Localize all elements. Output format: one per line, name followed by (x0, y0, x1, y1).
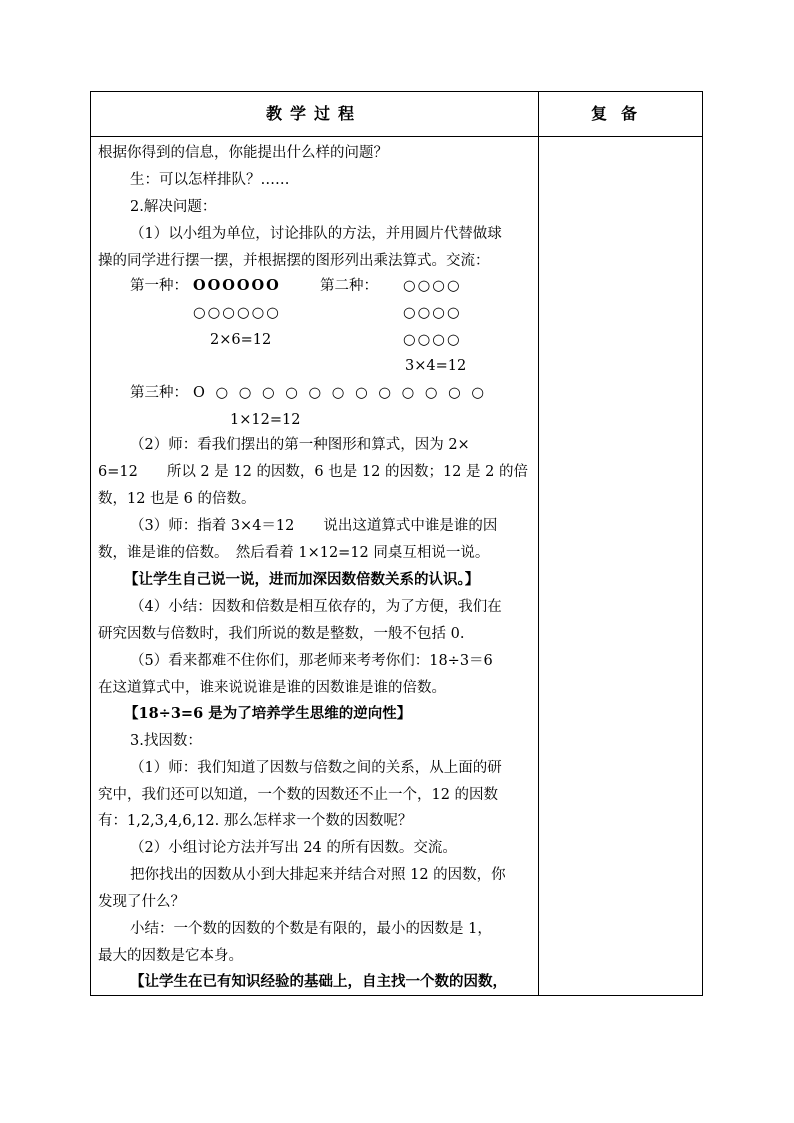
text-line: 小结：一个数的因数的个数是有限的，最小的因数是 1， (130, 921, 492, 937)
text-line: （2）师：看我们摆出的第一种图形和算式，因为 2× (130, 437, 470, 453)
text-line: （2）小组讨论方法并写出 24 的所有因数。交流。 (130, 840, 457, 856)
text-line: 操的同学进行摆一摆，并根据摆的图形列出乘法算式。交流： (98, 253, 490, 269)
text-line: 有：1,2,3,4,6,12. 那么怎样求一个数的因数呢？ (98, 813, 413, 829)
header-teaching-process: 教学过程 (265, 104, 362, 123)
arrangement-first-label: 第一种： (130, 278, 188, 294)
lesson-table (90, 91, 703, 996)
arrangement-third-equation: 1×12=12 (230, 412, 301, 428)
text-line: 生：可以怎样排队？…… (130, 172, 290, 188)
arrangement-second-row2: ○○○○ (403, 305, 462, 321)
text-line: （1）师：我们知道了因数与倍数之间的关系，从上面的研 (130, 760, 502, 776)
text-line: 6=12 所以 2 是 12 的因数，6 也是 12 的因数；12 是 2 的倍 (98, 464, 528, 480)
annotation-bold: 【让学生自己说一说，进而加深因数倍数关系的认识。】 (124, 571, 480, 588)
text-line: （3）师：指着 3×4＝12 说出这道算式中谁是谁的因 (130, 518, 498, 534)
text-line: 发现了什么？ (98, 894, 185, 910)
text-line: 究中，我们还可以知道，一个数的因数还不止一个，12 的因数 (98, 787, 499, 803)
arrangement-second-label: 第二种： (320, 278, 378, 294)
arrangement-second-row3: ○○○○ (403, 332, 462, 348)
text-line: （1）以小组为单位，讨论排队的方法，并用圆片代替做球 (130, 226, 502, 242)
arrangement-first-row2: ○○○○○○ (193, 305, 281, 321)
annotation-bold: 【18÷3=6 是为了培养学生思维的逆向性】 (124, 705, 412, 722)
text-line: 数，谁是谁的倍数。 然后看着 1×12=12 同桌互相说一说。 (98, 545, 490, 561)
text-line: 把你找出的因数从小到大排起来并结合对照 12 的因数，你 (130, 867, 506, 883)
arrangement-second-equation: 3×4=12 (405, 358, 467, 374)
header-divider (90, 136, 703, 137)
text-line: 最大的因数是它本身。 (98, 948, 243, 964)
column-divider (538, 91, 539, 996)
arrangement-second-row: ○○○○ (403, 278, 462, 294)
arrangement-third-label: 第三种： (130, 385, 188, 401)
arrangement-first-row: OOOOOO (193, 277, 281, 294)
text-line: 在这道算式中，谁来说说谁是谁的因数谁是谁的倍数。 (98, 680, 446, 696)
arrangement-first-equation: 2×6=12 (210, 332, 272, 348)
text-line: （4）小结：因数和倍数是相互依存的，为了方便，我们在 (130, 599, 502, 615)
annotation-bold: 【让学生在已有知识经验的基础上，自主找一个数的因数， (130, 973, 507, 990)
text-line: （5）看来都难不住你们，那老师来考考你们：18÷3＝6 (130, 653, 493, 669)
arrangement-third-row: O ○ ○ ○ ○ ○ ○ ○ ○ ○ ○ ○ ○ (193, 385, 487, 401)
text-line: 2.解决问题： (130, 199, 217, 215)
text-line: 根据你得到的信息，你能提出什么样的问题？ (98, 145, 388, 161)
text-line: 数，12 也是 6 的倍数。 (98, 491, 256, 507)
text-line: 3.找因数： (130, 733, 202, 749)
text-line: 研究因数与倍数时，我们所说的数是整数，一般不包括 0. (98, 626, 465, 642)
header-review-prep: 复备 (590, 104, 651, 123)
